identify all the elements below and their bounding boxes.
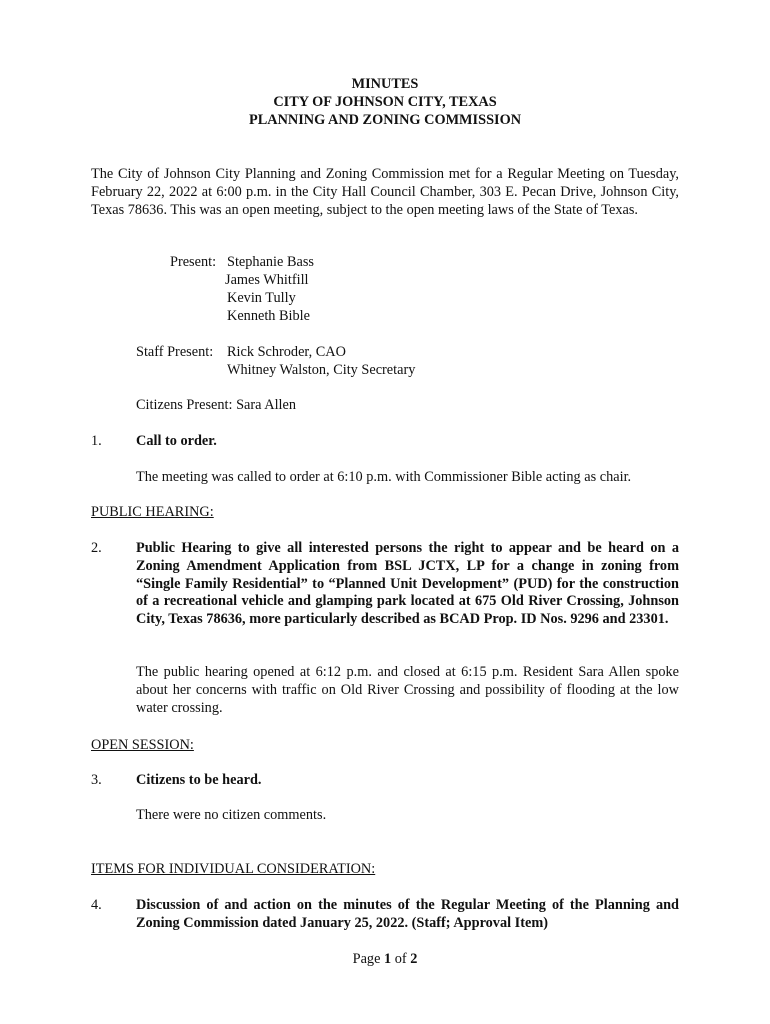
present-name: Kevin Tully	[227, 290, 296, 306]
item-body: There were no citizen comments.	[136, 807, 327, 823]
footer-separator: of	[391, 951, 411, 967]
page-footer	[0, 951, 770, 969]
present-name: James Whitfill	[225, 272, 309, 288]
section-heading-individual-consideration: ITEMS FOR INDIVIDUAL CONSIDERATION:	[91, 861, 376, 877]
section-heading-public-hearing: PUBLIC HEARING:	[91, 504, 214, 520]
footer-prefix: Page	[352, 951, 384, 967]
item-title: Call to order.	[136, 433, 217, 449]
staff-name: Whitney Walston, City Secretary	[227, 362, 416, 378]
header-title: MINUTES	[351, 76, 419, 92]
header-city: CITY OF JOHNSON CITY, TEXAS	[273, 94, 497, 110]
staff-label: Staff Present:	[136, 344, 214, 360]
present-name: Kenneth Bible	[227, 308, 310, 324]
document-header	[0, 76, 770, 130]
header-commission: PLANNING AND ZONING COMMISSION	[248, 112, 522, 128]
section-heading-open-session: OPEN SESSION:	[91, 737, 194, 753]
staff-name: Rick Schroder, CAO	[227, 344, 346, 360]
item-title: Citizens to be heard.	[136, 772, 262, 788]
item-number: 4.	[91, 897, 102, 913]
footer-total-pages: 2	[410, 951, 418, 967]
present-name: Stephanie Bass	[227, 254, 314, 270]
citizens-present: Citizens Present: Sara Allen	[136, 397, 297, 413]
present-label: Present:	[170, 254, 217, 270]
item-title: Public Hearing to give all interested persons the right to appear and be heard on a Zoning Amendment Application from BSL JCTX, LP for a change in zoning from “Single Family Residential” to “Planned Unit Development” (PUD) for the construction of a recreational vehicle and glamping park located at 675 Old River Crossing, Johnson City, Texas 78636, more particularly described as BCAD Prop. ID Nos. 9296 and 23301.	[136, 540, 679, 628]
item-number: 2.	[91, 540, 102, 556]
item-number: 3.	[91, 772, 102, 788]
intro-paragraph: The City of Johnson City Planning and Zoning Commission met for a Regular Meeting on Tuesday, February 22, 2022 at 6:00 p.m. in the City Hall Council Chamber, 303 E. Pecan Drive, Johnson City, Texas 78636. This was an open meeting, subject to the open meeting laws of the State of Texas.	[91, 166, 679, 218]
item-body: The public hearing opened at 6:12 p.m. and closed at 6:15 p.m. Resident Sara Allen spoke about her concerns with traffic on Old River Crossing and possibility of flooding at the low water crossing.	[136, 664, 679, 716]
item-body: The meeting was called to order at 6:10 p.m. with Commissioner Bible acting as chair.	[136, 469, 632, 485]
item-title: Discussion of and action on the minutes of the Regular Meeting of the Planning and Zoning Commission dated January 25, 2022. (Staff; Approval Item)	[136, 897, 679, 931]
item-number: 1.	[91, 433, 102, 449]
footer-current-page: 1	[384, 951, 392, 967]
